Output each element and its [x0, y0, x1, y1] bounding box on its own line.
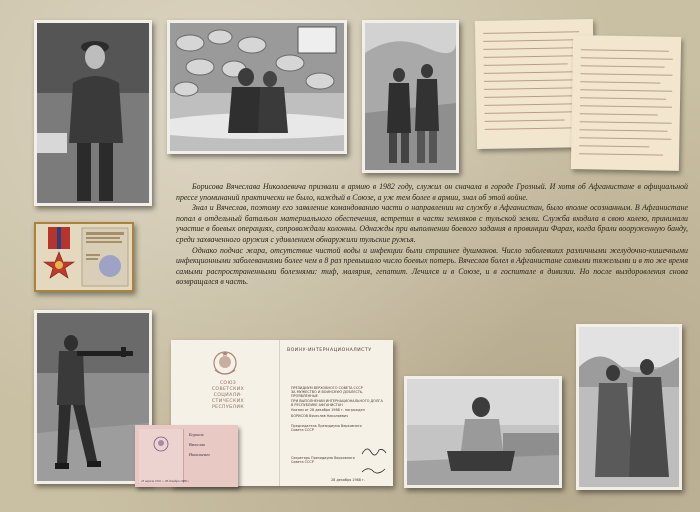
certificate-heading: ВОИНУ-ИНТЕРНАЦИОНАЛИСТУ: [287, 348, 372, 353]
biography-paragraph-1: Борисова Вячеслава Николаевича призвали в армию в 1982 году, служил он сначала в городе Грозный. И хотя об Афганистане в официальной прессе упоминаний практически не было, каждый в Союзе, а уж тем более в армии, знал об этой войне.: [176, 182, 688, 202]
id-booklet-left-page: [139, 429, 184, 483]
stone-wall-illustration: [170, 23, 344, 151]
cover-title-line-4: СТИЧЕСКИХ: [211, 399, 245, 404]
medal-star-icon: [36, 224, 132, 290]
medal-award-card: [34, 222, 134, 292]
certificate-body-line-2: ЗА МУЖЕСТВО И ВОИНСКУЮ ДОБЛЕСТЬ, ПРОЯВЛЕННЫЕ: [291, 390, 364, 399]
handwritten-letter-front: [571, 35, 681, 171]
certificate-chair-label: Председатель Президиума Верховного Совета СССР: [291, 424, 362, 433]
soldier-rifle-illustration: [37, 313, 149, 481]
certificate-name-line: БОРИСОВ Вячеслав Николаевич: [291, 414, 349, 418]
certificate-body: [291, 386, 387, 407]
certificate-body-line-4: В РЕСПУБЛИКЕ АФГАНИСТАН: [291, 402, 343, 407]
signature-icon: [361, 444, 387, 458]
photo-soldier-portrait: [34, 20, 152, 206]
id-surname: Борисов: [189, 432, 204, 437]
certificate-cover-title: [189, 381, 267, 411]
biography-text: [176, 182, 688, 314]
cover-title-line-1: СОЮЗ: [219, 381, 237, 386]
soldiers-greatcoats-illustration: [579, 327, 679, 487]
id-patronymic: Николаевич: [189, 452, 210, 457]
photo-two-soldiers-hillside: [362, 20, 459, 173]
photo-soldiers-by-stone-wall: [167, 20, 347, 154]
cover-title-line-3: СОЦИАЛИ-: [213, 393, 243, 398]
id-name: Вячеслав: [189, 442, 206, 447]
soldier-portrait-illustration: [37, 23, 149, 203]
certificate-bottom-date: 28 декабря 1988 г.: [331, 478, 365, 482]
cover-title-line-5: РЕСПУБЛИК: [211, 405, 245, 410]
certificate-body-line-3: ПРИ ВЫПОЛНЕНИИ ИНТЕРНАЦИОНАЛЬНОГО ДОЛГА: [291, 398, 383, 403]
photo-soldier-sitting: [404, 376, 562, 488]
cover-title-line-2: СОВЕТСКИХ: [211, 387, 245, 392]
certificate-date-line: Указом от 28 декабря 1988 г. награжден: [291, 408, 365, 412]
id-issued-dates: 23 апреля 1991 г. 28 декабря 1988 г.: [141, 479, 190, 483]
id-emblem-icon: [151, 435, 171, 453]
certificate-secretary-label: Секретарь Президиума Верховного Совета СССР: [291, 456, 355, 465]
biography-paragraph-3: Однако подчас жара, отсутствие чистой воды и инфекции были страшнее душманов. Число заболевших различными желудочно-кишечными инфекционными заболеваниями более чем в 8 раз превышало число боевых потерь. Вячеслав болел в Афганистане самыми тяжелыми и в то же время самыми распространенными болезнями: тиф, малярия, гепатит. Лечился и в Союзе, и в госпитале в дивизии. Но после выздоровления снова возвращался в часть.: [176, 245, 688, 287]
award-id-booklet: [135, 425, 238, 487]
biography-paragraph-2: Знал и Вячеслав, поэтому его заявление командованию части о направлении на службу в Афганистан, было вполне осознанным. В Афганистане попал в отдельный батальон материального обеспечения, встретил в части земляков с тульской земли. Служба входила в свою колею, принимали участие в боевых операциях, сопровождали колонны. Однажды при выполнении боевого задания в провинции Фарах, когда брали вооруженную банду, среди захваченного оружия с удивлением обнаружили тульские ружья.: [176, 203, 688, 244]
certificate-body-line-1: ПРЕЗИДИУМ ВЕРХОВНОГО СОВЕТА СССР: [291, 386, 363, 390]
ussr-emblem-icon: [209, 350, 241, 378]
signature-2-icon: [361, 464, 387, 476]
soldier-sitting-illustration: [407, 379, 559, 485]
two-soldiers-illustration: [365, 23, 456, 170]
photo-soldiers-in-greatcoats: [576, 324, 682, 490]
